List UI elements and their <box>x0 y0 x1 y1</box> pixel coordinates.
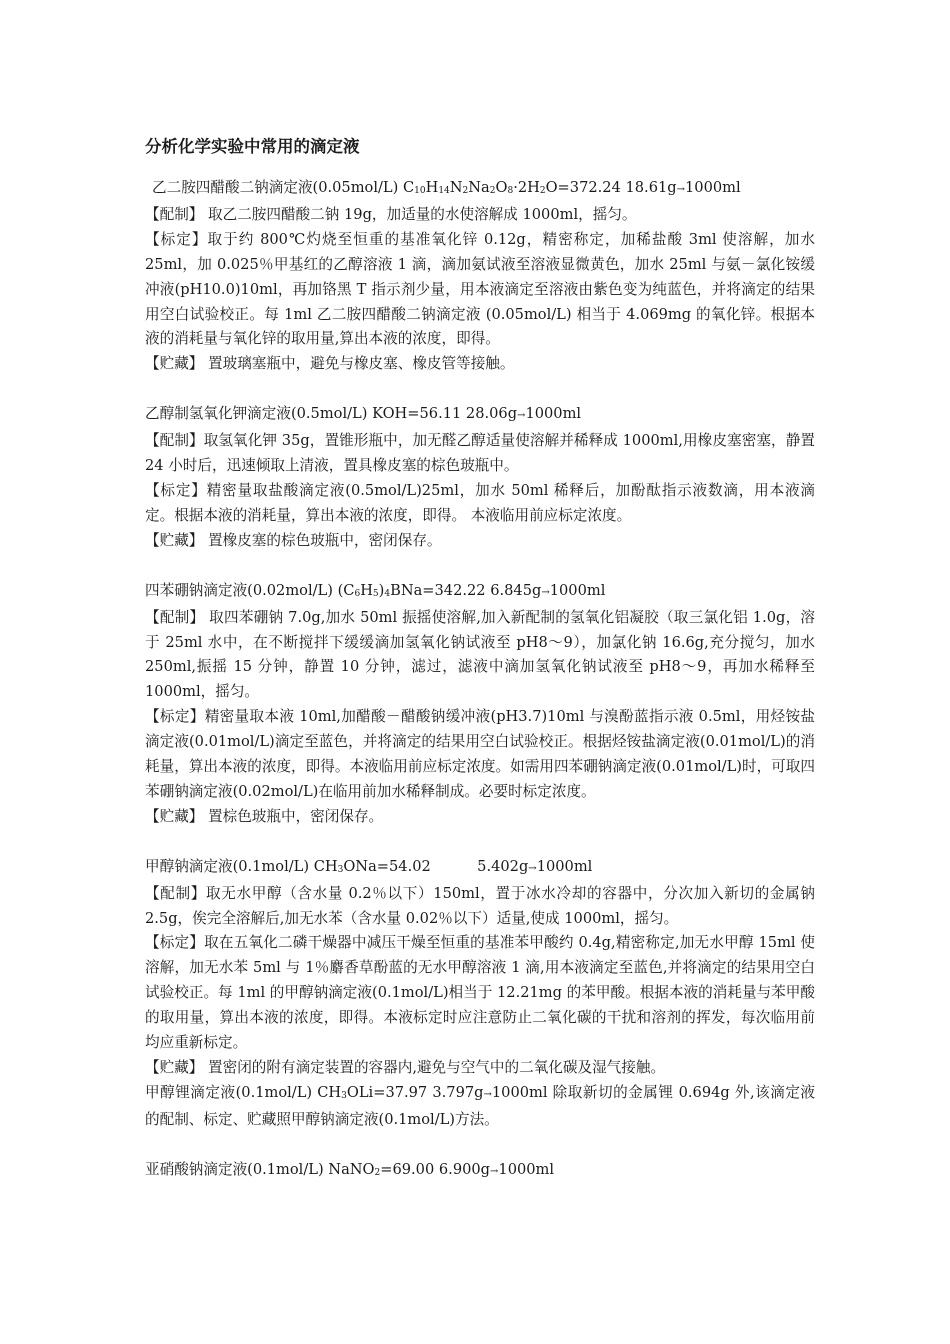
section-spacer <box>145 554 815 579</box>
preparation-paragraph: 【配制】取氢氧化钾 35g，置锥形瓶中，加无醛乙醇适量使溶解并稀释成 1000ml,用橡皮塞密塞，静置 24 小时后，迅速倾取上清液，置具橡皮塞的棕色玻瓶中。 <box>145 432 815 475</box>
arrow-icon: → <box>541 586 550 598</box>
arrow-icon: → <box>483 1088 492 1100</box>
calibration-paragraph: 【标定】取于约 800℃灼烧至恒重的基准氧化锌 0.12g，精密称定，加稀盐酸 3ml 使溶解，加水 25ml，加 0.025％甲基红的乙醇溶液 1 滴，滴加氨试液至溶液显微黄色，加水 25ml 与氨－氯化铵缓冲液(pH10.0)10ml，再加铬黑 T 指示剂少量，用本液滴定至溶液由紫色变为纯蓝色，并将滴定的结果用空白试验校正。每 1ml 乙二胺四醋酸二钠滴定液 (0.05mol/L) 相当于 4.069mg 的氧化锌。根据本液的消耗量与氧化锌的取用量,算出本液的浓度，即得。 <box>145 230 815 348</box>
arrow-icon: → <box>517 410 526 422</box>
arrow-icon: → <box>528 862 537 874</box>
storage-paragraph: 【贮藏】 置橡皮塞的棕色玻瓶中，密闭保存。 <box>145 531 442 549</box>
arrow-icon: → <box>490 1165 499 1177</box>
storage-paragraph: 【贮藏】 置棕色玻瓶中，密闭保存。 <box>145 807 384 825</box>
document-body <box>145 136 815 1185</box>
preparation-paragraph: 【配制】取无水甲醇（含水量 0.2％以下）150ml，置于冰水冷却的容器中，分次加入新切的金属钠 2.5g，俟完全溶解后,加无水苯（含水量 0.02％以下）适量,使成 1000ml，摇匀。 <box>145 884 815 927</box>
section-heading-edta: 乙二胺四醋酸二钠滴定液(0.05mol/L) $C_{10}H_{14}N_2Na_2O_8\cdot 2H_2O=372.24$ 18.61g→1000ml <box>152 179 741 196</box>
section-heading-tetraphenylborate: 四苯硼钠滴定液(0.02mol/L) $(C_6H_5)_4BNa=342.22$ 6.845g→1000ml <box>145 581 606 599</box>
section-spacer <box>145 1133 815 1158</box>
section-spacer <box>145 377 815 402</box>
section-heading-sodium-methoxide: 甲醇钠滴定液(0.1mol/L) $CH_3ONa=54.02$ 5.402g→1000ml <box>145 857 593 875</box>
section-heading-koh: 乙醇制氢氧化钾滴定液(0.5mol/L) KOH=56.11 28.06g→1000ml <box>145 405 582 423</box>
calibration-paragraph: 【标定】精密量取本液 10ml,加醋酸－醋酸钠缓冲液(pH3.7)10ml 与溴酚蓝指示液 0.5ml，用烃铵盐滴定液(0.01mol/L)滴定至蓝色，并将滴定的结果用空白试验校正。根据烃铵盐滴定液(0.01mol/L)的消耗量，算出本液的浓度，即得。本液临用前应标定浓度。如需用四苯硼钠滴定液(0.01mol/L)时，可取四苯硼钠滴定液(0.02mol/L)在临用前加水稀释制成。必要时标定浓度。 <box>145 708 815 800</box>
preparation-paragraph: 【配制】 取乙二胺四醋酸二钠 19g，加适量的水使溶解成 1000ml，摇匀。 <box>145 205 637 223</box>
arrow-icon: → <box>676 184 686 195</box>
storage-paragraph: 【贮藏】 置玻璃塞瓶中，避免与橡皮塞、橡皮管等接触。 <box>145 355 515 373</box>
calibration-paragraph: 【标定】精密量取盐酸滴定液(0.5mol/L)25ml，加水 50ml 稀释后，加酚酞指示液数滴，用本液滴定。根据本液的消耗量，算出本液的浓度，即得。 本液临用前应标定浓度。 <box>145 481 815 524</box>
storage-paragraph: 【贮藏】 置密闭的附有滴定装置的容器内,避免与空气中的二氧化碳及湿气接触。 <box>145 1059 666 1076</box>
section-heading-sodium-nitrite: 亚硝酸钠滴定液(0.1mol/L) NaNO$_2$=69.00 6.900g→1000ml <box>145 1160 555 1178</box>
calibration-paragraph: 【标定】取在五氧化二磷干燥器中减压干燥至恒重的基准苯甲酸约 0.4g,精密称定,加无水甲醇 15ml 使溶解，加无水苯 5ml 与 1％麝香草酚蓝的无水甲醇溶液 1 滴,用本液滴定至蓝色,并将滴定的结果用空白试验校正。每 1ml 的甲醇钠滴定液(0.1mol/L)相当于 12.21mg 的苯甲酸。根据本液的消耗量与苯甲酸的取用量，算出本液的浓度，即得。本液标定时应注意防止二氧化碳的干扰和溶剂的挥发，每次临用前均应重新标定。 <box>145 934 815 1052</box>
document-title: 分析化学实验中常用的滴定液 <box>145 137 360 156</box>
preparation-paragraph: 【配制】 取四苯硼钠 7.0g,加水 50ml 振摇使溶解,加入新配制的氢氧化铝凝胶（取三氯化铝 1.0g，溶于 25ml 水中，在不断搅拌下缓缓滴加氢氧化钠试液至 pH8～9），加氯化钠 16.6g,充分搅匀，加水 250ml,振摇 15 分钟，静置 10 分钟，滤过，滤液中滴加氢氧化钠试液至 pH8～9，再加水稀释至 1000ml，摇匀。 <box>145 608 815 701</box>
section-spacer <box>145 830 815 855</box>
lithium-methoxide-paragraph: 甲醇锂滴定液(0.1mol/L) $CH_3OLi=37.97$ 3.797g→1000ml 除取新切的金属锂 0.694g 外,该滴定液的配制、标定、贮藏照甲醇钠滴定液(0.1mol/L)方法。 <box>145 1083 816 1128</box>
